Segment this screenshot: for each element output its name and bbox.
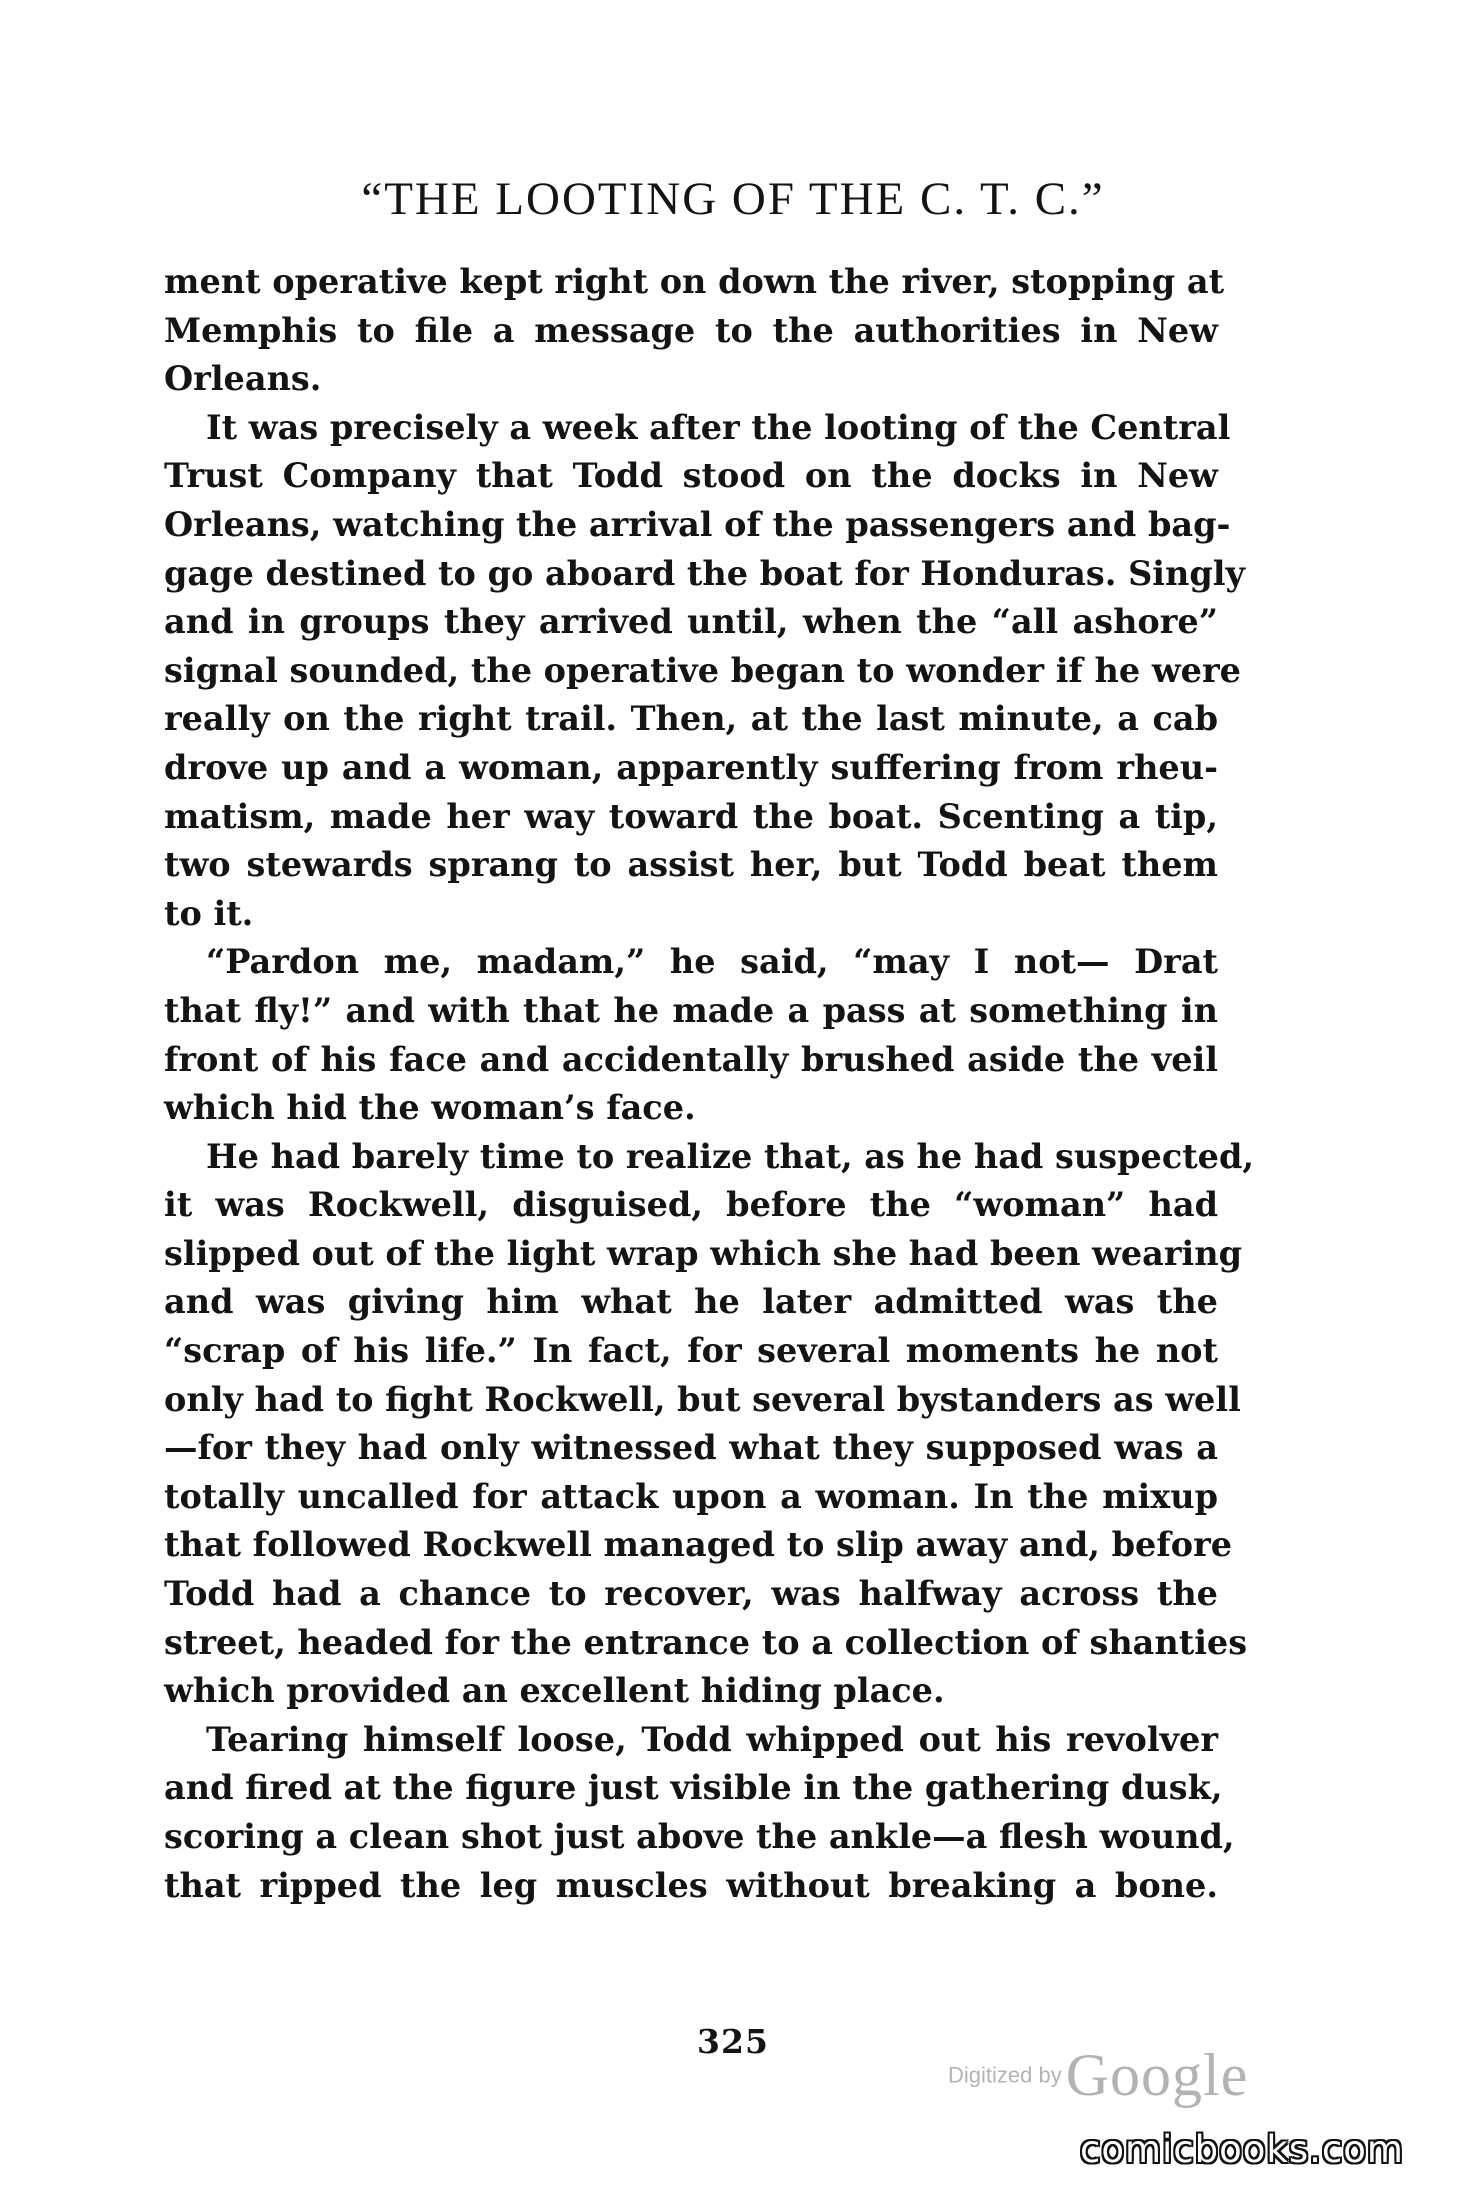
text-line: “scrap of his life.” In fact, for several moments he not: [164, 1331, 1218, 1371]
text-line: ment operative kept right on down the river, stopping at: [164, 262, 1225, 301]
text-line: that fly!” and with that he made a pass at something in: [164, 990, 1218, 1030]
text-line: “Pardon me, madam,” he said, “may I not— Drat: [206, 942, 1218, 982]
page-title: “THE LOOTING OF THE C. T. C.”: [361, 173, 1105, 225]
text-line: Memphis to file a message to the authorities in New: [164, 310, 1218, 350]
text-line: that followed Rockwell managed to slip away and, before: [164, 1525, 1233, 1565]
text-line: it was Rockwell, disguised, before the “woman” had: [164, 1185, 1218, 1225]
text-line: only had to fight Rockwell, but several bystanders as well: [164, 1379, 1241, 1419]
text-line: Todd had a chance to recover, was halfway across the: [164, 1574, 1218, 1614]
text-line: He had barely time to realize that, as he had suspected,: [206, 1136, 1255, 1176]
body-text: [164, 258, 1255, 1910]
text-line: scoring a clean shot just above the ankle—a flesh wound,: [164, 1817, 1235, 1856]
text-line: which provided an excellent hiding place.: [164, 1671, 945, 1711]
text-line: It was precisely a week after the looting of the Central: [206, 407, 1231, 447]
google-logo: Google: [1065, 2042, 1249, 2108]
text-line: street, headed for the entrance to a collection of shanties: [164, 1622, 1248, 1662]
watermark: comicbooks.com: [1080, 2128, 1404, 2171]
text-line: drove up and a woman, apparently suffering from rheu-: [164, 747, 1218, 787]
text-line: gage destined to go aboard the boat for Honduras. Singly: [164, 553, 1245, 593]
digitized-by-google-mark: [948, 2041, 1248, 2107]
text-line: and fired at the figure just visible in the gathering dusk,: [164, 1768, 1223, 1808]
text-line: signal sounded, the operative began to wonder if he were: [164, 650, 1241, 690]
text-line: totally uncalled for attack upon a woman. In the mixup: [164, 1476, 1218, 1516]
page-number: 325: [697, 2022, 769, 2061]
text-line: Tearing himself loose, Todd whipped out his revolver: [206, 1719, 1218, 1759]
text-line: and in groups they arrived until, when the “all ashore”: [164, 602, 1218, 642]
text-line: and was giving him what he later admitted was the: [164, 1282, 1218, 1322]
text-line: two stewards sprang to assist her, but Todd beat them: [164, 845, 1218, 885]
text-line: Orleans, watching the arrival of the passengers and bag-: [164, 504, 1231, 544]
text-line: Orleans.: [164, 359, 322, 399]
text-line: Trust Company that Todd stood on the docks in New: [164, 456, 1218, 496]
text-line: that ripped the leg muscles without breaking a bone.: [164, 1865, 1218, 1905]
digitized-prefix: Digitized by: [948, 2062, 1062, 2088]
text-line: matism, made her way toward the boat. Scenting a tip,: [164, 796, 1218, 836]
text-line: which hid the woman’s face.: [164, 1088, 696, 1128]
text-line: slipped out of the light wrap which she had been wearing: [164, 1233, 1243, 1273]
text-line: —for they had only witnessed what they supposed was a: [164, 1428, 1218, 1468]
text-line: front of his face and accidentally brushed aside the veil: [164, 1039, 1218, 1079]
text-line: really on the right trail. Then, at the last minute, a cab: [164, 699, 1218, 739]
text-line: to it.: [164, 893, 254, 933]
